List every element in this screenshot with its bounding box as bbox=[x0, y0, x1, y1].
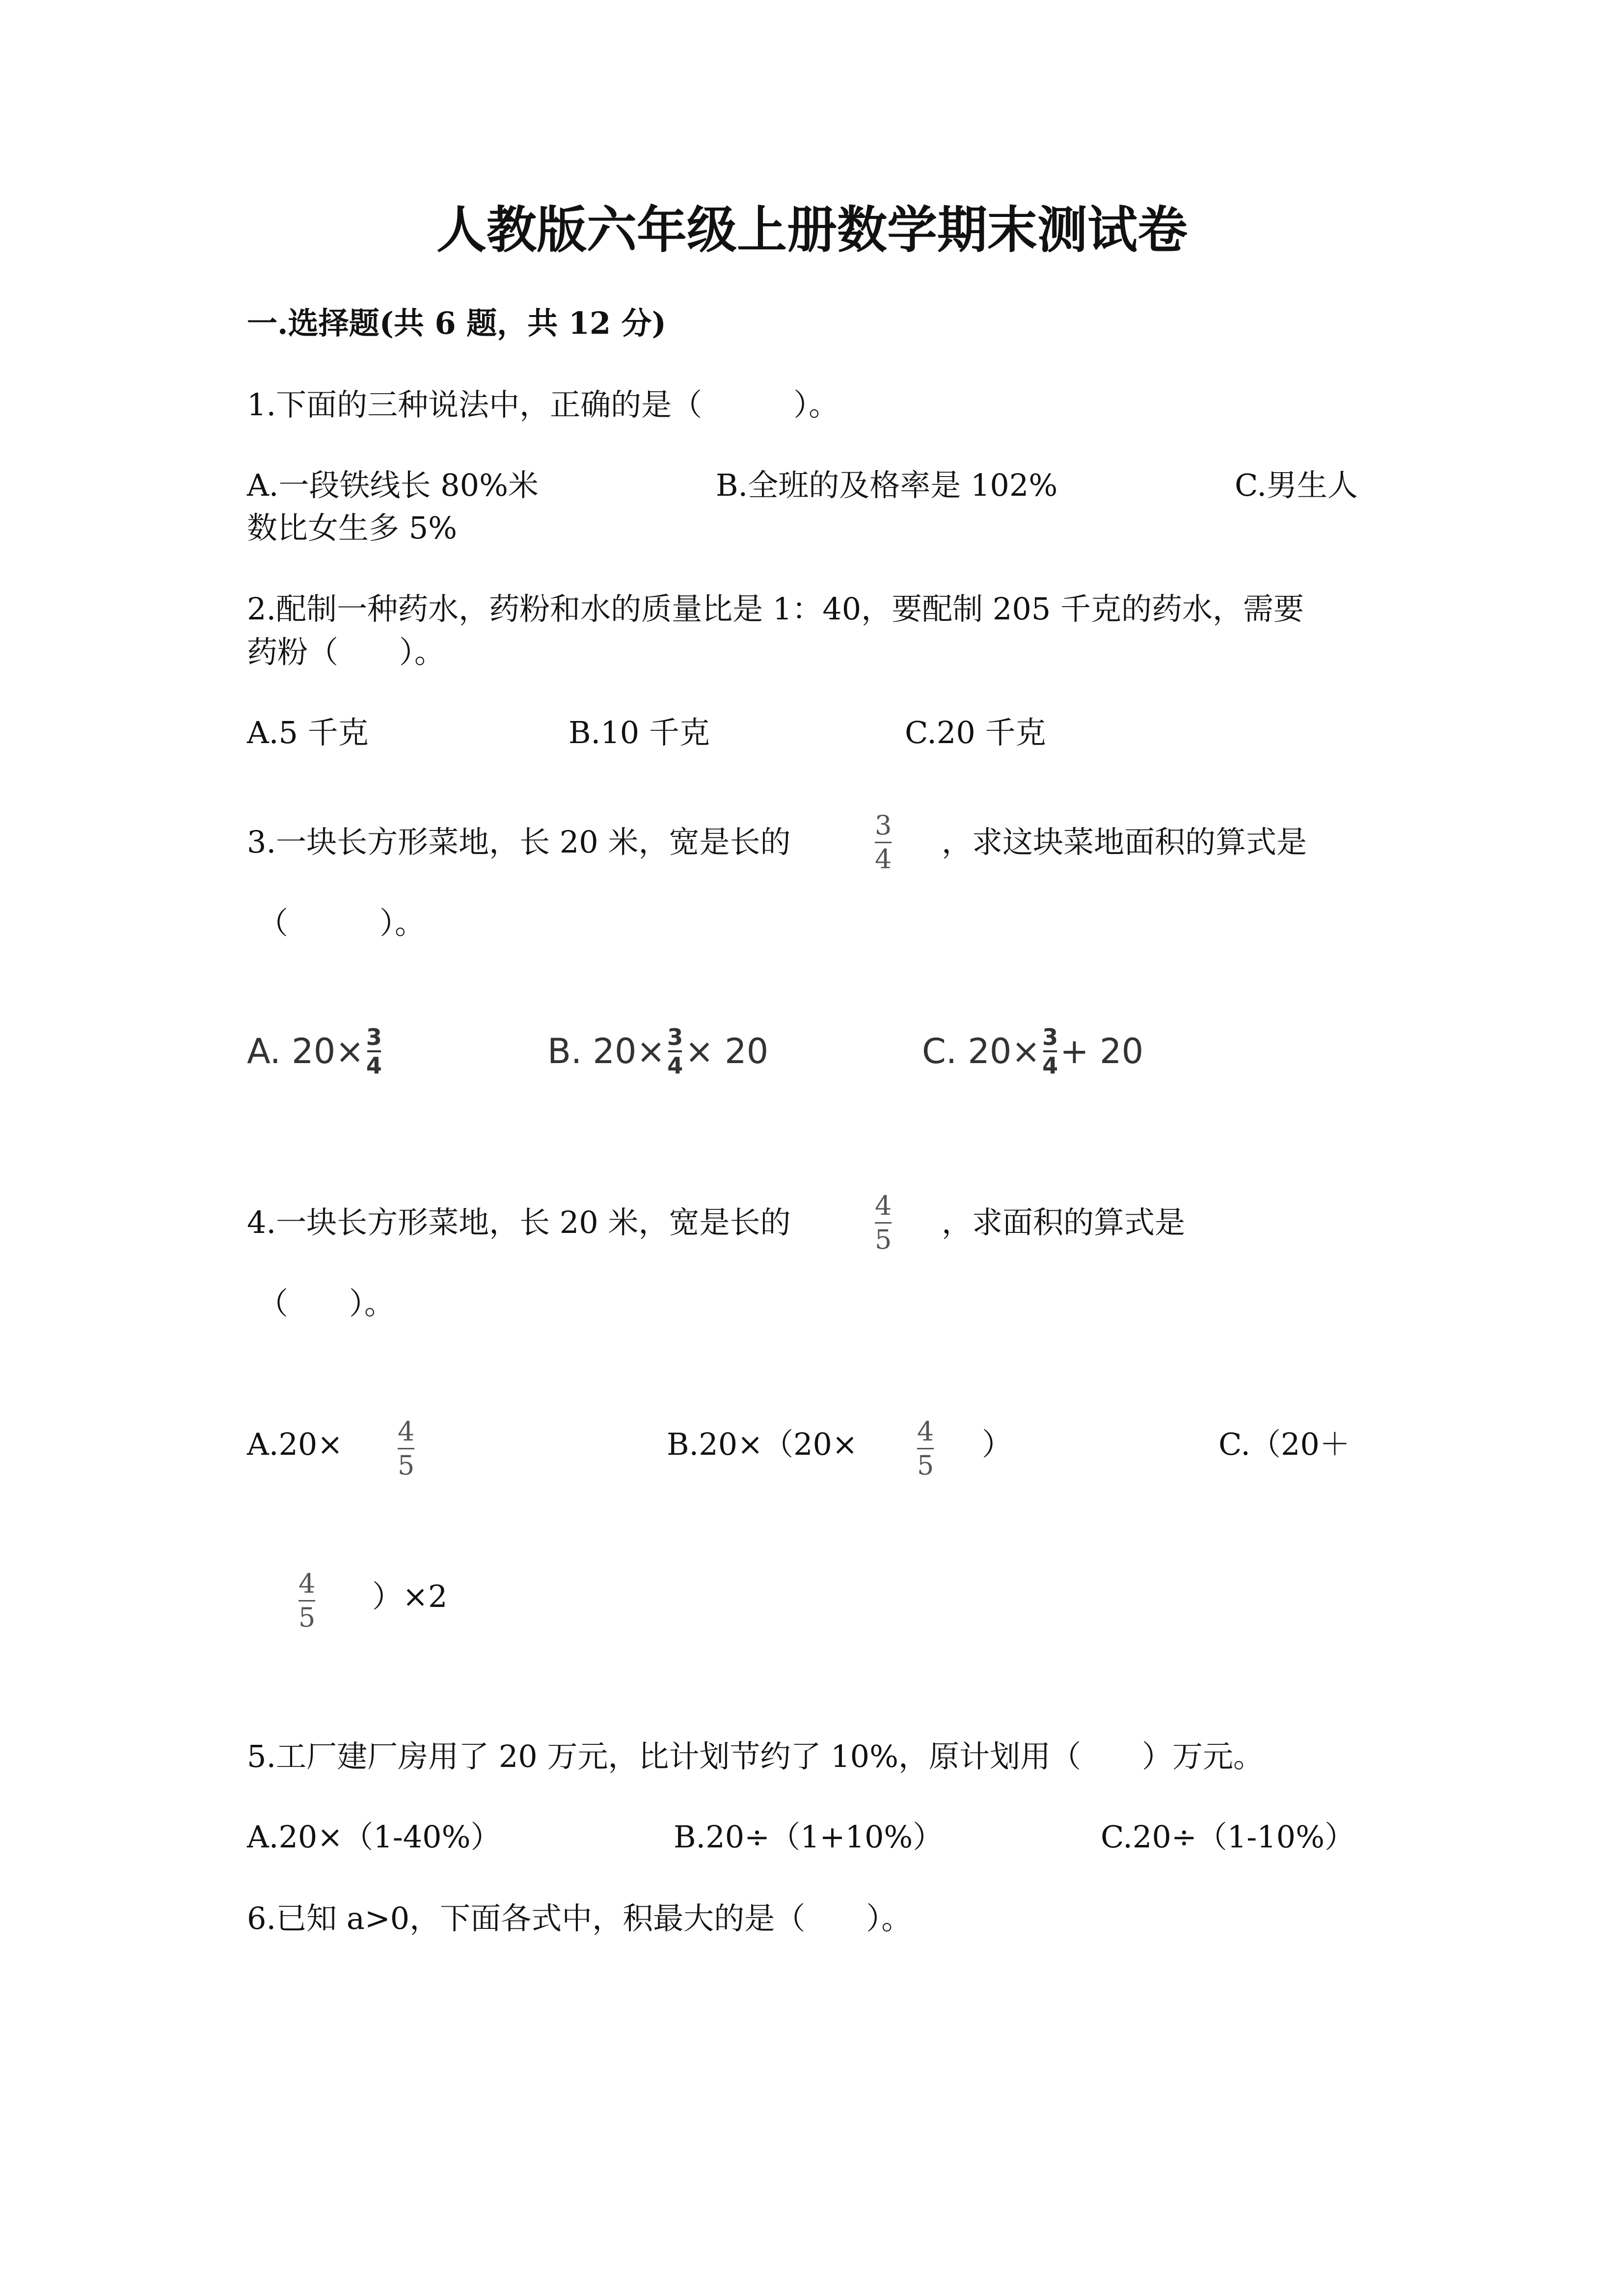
q5-option-a: A.20×（1-40%） bbox=[247, 1819, 501, 1855]
q5-option-b: B.20÷（1+10%） bbox=[674, 1819, 944, 1855]
q2-option-b: B.10 千克 bbox=[568, 715, 710, 750]
q4-option-c-tail: ）×2 bbox=[372, 1578, 448, 1614]
q3-fraction-numerator: 3 bbox=[875, 810, 892, 841]
q4-option-a: A.20× bbox=[247, 1426, 343, 1462]
q3-option-b-suffix: × 20 bbox=[685, 1031, 769, 1071]
fraction-denominator: 5 bbox=[398, 1450, 415, 1481]
q4-option-c-fraction bbox=[298, 1568, 316, 1633]
q4-stem-continued: ，求面积的算式是 bbox=[942, 1204, 1186, 1240]
fraction-bar bbox=[875, 1222, 892, 1224]
q3-blank: （ ）。 bbox=[258, 905, 426, 941]
q1-option-b: B.全班的及格率是 102% bbox=[716, 467, 1058, 503]
q3-option-c-suffix: + 20 bbox=[1060, 1031, 1144, 1071]
q5-option-c: C.20÷（1-10%） bbox=[1101, 1819, 1355, 1855]
q2-stem: 2.配制一种药水，药粉和水的质量比是 1：40，要配制 205 千克的药水，需要 bbox=[247, 591, 1304, 627]
q4-option-b-fraction bbox=[917, 1418, 934, 1479]
q4-fraction-numerator: 4 bbox=[875, 1190, 892, 1221]
fraction-numerator: 4 bbox=[917, 1416, 934, 1447]
fraction-numerator: 4 bbox=[298, 1568, 316, 1599]
fraction-bar bbox=[398, 1448, 414, 1449]
q4-fraction bbox=[875, 1190, 892, 1255]
fraction-denominator: 5 bbox=[917, 1450, 934, 1481]
fraction-bar bbox=[298, 1600, 315, 1602]
q4-option-b-close: ） bbox=[982, 1426, 1013, 1462]
q3-option-a bbox=[247, 1026, 384, 1077]
q3-stem-continued: ，求这块菜地面积的算式是 bbox=[942, 824, 1307, 860]
q1-option-a: A.一段铁线长 80%米 bbox=[247, 467, 539, 503]
fraction-bar bbox=[917, 1448, 934, 1449]
q3-option-c bbox=[922, 1026, 1143, 1077]
fraction-numerator: 3 bbox=[366, 1024, 382, 1050]
q3-stem: 3.一块长方形菜地，长 20 米，宽是长的 bbox=[247, 824, 791, 860]
q3-fraction bbox=[875, 812, 892, 873]
fraction-denominator: 5 bbox=[298, 1602, 316, 1633]
q3-option-b-fraction bbox=[667, 1026, 683, 1077]
q3-fraction-denominator: 4 bbox=[875, 844, 892, 875]
q2-option-c: C.20 千克 bbox=[905, 715, 1046, 750]
q1-stem: 1.下面的三种说法中，正确的是（ ）。 bbox=[247, 387, 839, 423]
q2-stem-continued: 药粉（ ）。 bbox=[247, 634, 445, 670]
q4-stem: 4.一块长方形菜地，长 20 米，宽是长的 bbox=[247, 1204, 791, 1240]
q6-stem: 6.已知 a>0，下面各式中，积最大的是（ ）。 bbox=[247, 1900, 912, 1936]
fraction-bar bbox=[875, 842, 892, 843]
q1-option-c-continued: 数比女生多 5% bbox=[247, 510, 458, 546]
section-heading: 一.选择题(共 6 题，共 12 分) bbox=[247, 305, 667, 341]
fraction-denominator: 4 bbox=[1042, 1052, 1058, 1079]
q4-option-c: C.（20＋ bbox=[1218, 1426, 1350, 1462]
q4-fraction-denominator: 5 bbox=[875, 1224, 892, 1255]
q3-option-b bbox=[547, 1026, 768, 1077]
q3-option-c-text: C. 20× bbox=[922, 1031, 1041, 1071]
fraction-numerator: 4 bbox=[398, 1416, 415, 1447]
q4-blank: （ ）。 bbox=[258, 1285, 395, 1321]
q4-option-b: B.20×（20× bbox=[667, 1426, 858, 1462]
fraction-numerator: 3 bbox=[667, 1024, 683, 1050]
page-title: 人教版六年级上册数学期末测试卷 bbox=[436, 201, 1188, 260]
q3-option-a-text: A. 20× bbox=[247, 1031, 364, 1071]
q1-option-c: C.男生人 bbox=[1235, 467, 1358, 503]
q3-option-c-fraction bbox=[1042, 1026, 1058, 1077]
fraction-denominator: 4 bbox=[667, 1052, 683, 1079]
fraction-numerator: 3 bbox=[1042, 1024, 1058, 1050]
fraction-denominator: 4 bbox=[366, 1052, 382, 1079]
q4-option-a-fraction bbox=[398, 1418, 414, 1479]
q2-option-a: A.5 千克 bbox=[247, 715, 369, 750]
q3-option-b-text: B. 20× bbox=[547, 1031, 666, 1071]
q3-option-a-fraction bbox=[366, 1026, 382, 1077]
q5-stem: 5.工厂建厂房用了 20 万元，比计划节约了 10%，原计划用（ ）万元。 bbox=[247, 1738, 1264, 1774]
